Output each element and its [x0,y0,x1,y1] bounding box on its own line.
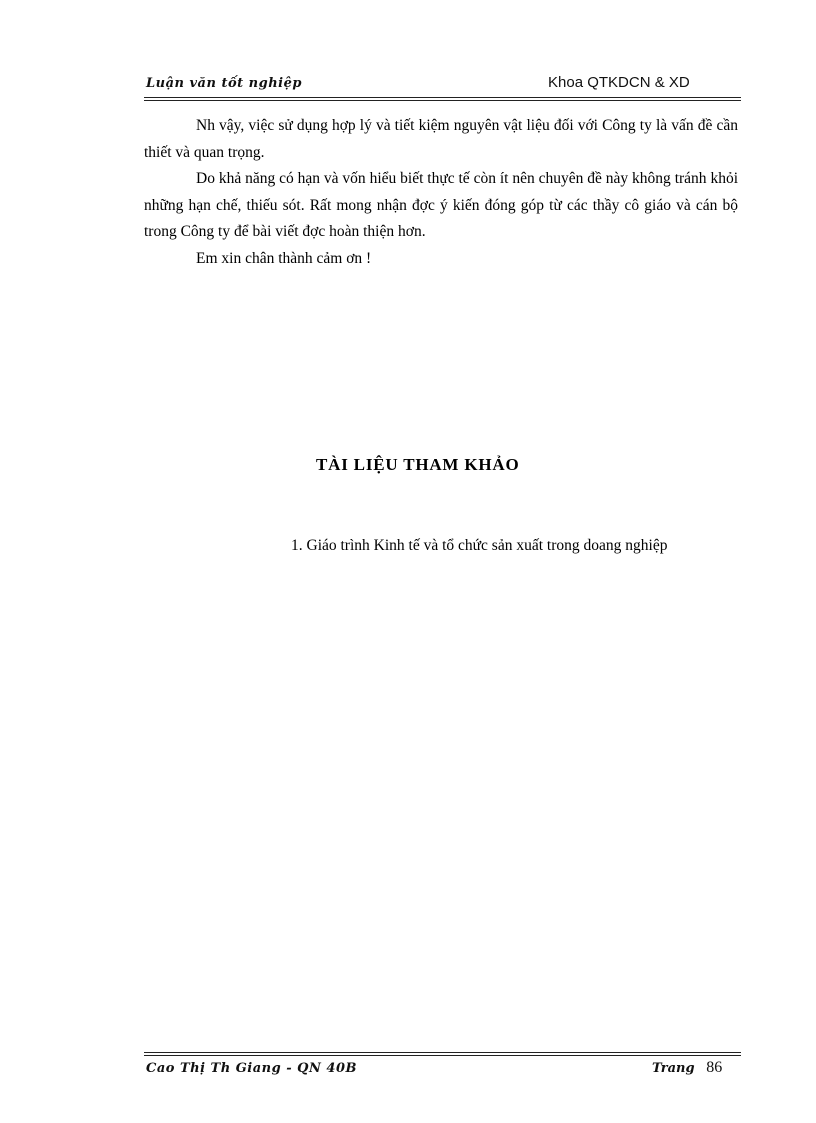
reference-item-1: 1. Giáo trình Kinh tế và tổ chức sản xuất trong doang nghiệp [291,537,668,554]
header-faculty-label: Khoa QTKDCN & XD [548,74,690,91]
footer-page-label: Trang [652,1061,695,1076]
page-number: 86 [706,1059,723,1076]
body-paragraph-2: Do khả năng có hạn và vốn hiểu biết thực tế còn ít nên chuyên đề này không tránh khỏi những hạn chế, thiếu sót. Rất mong nhận đợc ý kiến đóng góp từ các thầy cô giáo và cán bộ trong Công ty để bài viết đợc hoàn thiện hơn. [144,170,738,240]
body-paragraph-3: Em xin chân thành cảm ơn ! [196,249,372,267]
references-list [283,533,723,558]
body-paragraph-1: Nh vậy, việc sử dụng hợp lý và tiết kiệm nguyên vật liệu đối với Công ty là vấn đề cần thiết và quan trọng. [144,117,738,161]
header-rule-bottom [144,100,741,101]
footer-rule-top [144,1052,741,1053]
references-title: TÀI LIỆU THAM KHẢO [316,455,520,474]
header-rule-top [144,97,741,98]
footer-author-label: Cao Thị Th Giang - QN 40B [146,1061,357,1076]
footer-rule-bottom [144,1055,741,1056]
footer-page-info [652,1059,722,1077]
header-thesis-label: Luận văn tốt nghiệp [146,76,302,91]
body-text [144,113,738,272]
